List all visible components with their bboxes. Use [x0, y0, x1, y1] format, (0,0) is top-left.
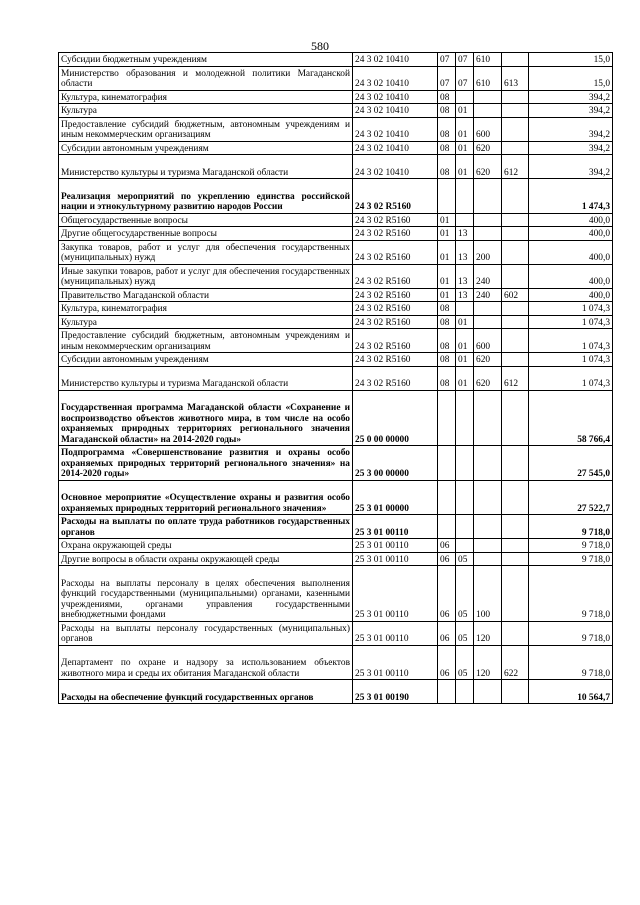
row-department — [502, 141, 529, 155]
row-amount: 394,2 — [529, 104, 613, 118]
row-name: Департамент по охране и надзору за использованием объектов животного мира и среды их обитания Магаданской области — [59, 645, 353, 680]
row-expense-type: 600 — [474, 329, 502, 353]
row-code: 24 3 02 R5160 — [353, 302, 438, 316]
row-amount: 400,0 — [529, 227, 613, 241]
row-expense-type: 100 — [474, 566, 502, 622]
row-section: 06 — [438, 645, 456, 680]
row-subsection — [456, 515, 474, 539]
row-name: Иные закупки товаров, работ и услуг для обеспечения государственных (муниципальных) нужд — [59, 264, 353, 288]
row-subsection: 01 — [456, 329, 474, 353]
row-code: 25 3 01 00110 — [353, 515, 438, 539]
row-expense-type: 600 — [474, 117, 502, 141]
row-expense-type: 200 — [474, 240, 502, 264]
row-subsection: 13 — [456, 264, 474, 288]
row-section: 08 — [438, 366, 456, 390]
row-department — [502, 104, 529, 118]
row-subsection — [456, 446, 474, 481]
row-code: 24 3 02 R5160 — [353, 213, 438, 227]
table-row — [59, 329, 613, 353]
row-department — [502, 515, 529, 539]
table-row — [59, 155, 613, 179]
row-expense-type: 120 — [474, 621, 502, 645]
row-expense-type — [474, 315, 502, 329]
row-name: Предоставление субсидий бюджетным, автономным учреждениям и иным некоммерческим организациям — [59, 329, 353, 353]
row-name: Расходы на обеспечение функций государственных органов — [59, 680, 353, 704]
row-subsection: 05 — [456, 621, 474, 645]
row-subsection — [456, 480, 474, 515]
row-expense-type — [474, 515, 502, 539]
row-code: 24 3 02 R5160 — [353, 366, 438, 390]
row-amount: 400,0 — [529, 240, 613, 264]
row-amount: 1 074,3 — [529, 329, 613, 353]
row-expense-type — [474, 179, 502, 214]
row-department — [502, 53, 529, 67]
row-section: 08 — [438, 329, 456, 353]
row-name: Расходы на выплаты персоналу в целях обеспечения выполнения функций государственными (муниципальными) органами, казенными учреждениями, органами управления государственными внебюджетными фондами — [59, 566, 353, 622]
row-code: 24 3 02 R5160 — [353, 240, 438, 264]
row-section: 06 — [438, 539, 456, 553]
table-row — [59, 104, 613, 118]
row-section: 08 — [438, 90, 456, 104]
row-code: 24 3 02 10410 — [353, 141, 438, 155]
row-subsection — [456, 179, 474, 214]
row-department — [502, 329, 529, 353]
row-expense-type — [474, 680, 502, 704]
row-subsection: 01 — [456, 353, 474, 367]
row-code: 25 3 01 00110 — [353, 552, 438, 566]
table-row — [59, 645, 613, 680]
row-subsection: 01 — [456, 315, 474, 329]
table-row — [59, 117, 613, 141]
row-section: 07 — [438, 53, 456, 67]
row-expense-type: 620 — [474, 155, 502, 179]
row-name: Закупка товаров, работ и услуг для обеспечения государственных (муниципальных) нужд — [59, 240, 353, 264]
row-section: 06 — [438, 552, 456, 566]
row-expense-type — [474, 302, 502, 316]
row-amount: 9 718,0 — [529, 645, 613, 680]
row-amount: 15,0 — [529, 66, 613, 90]
table-row — [59, 446, 613, 481]
row-department — [502, 621, 529, 645]
row-expense-type: 610 — [474, 66, 502, 90]
row-section: 01 — [438, 240, 456, 264]
table-row — [59, 621, 613, 645]
row-code: 24 3 02 10410 — [353, 90, 438, 104]
row-subsection — [456, 302, 474, 316]
row-department: 612 — [502, 155, 529, 179]
row-amount: 1 074,3 — [529, 353, 613, 367]
row-expense-type — [474, 227, 502, 241]
row-subsection — [456, 90, 474, 104]
row-department — [502, 90, 529, 104]
row-subsection: 05 — [456, 566, 474, 622]
row-name: Министерство культуры и туризма Магаданской области — [59, 366, 353, 390]
row-subsection — [456, 539, 474, 553]
row-code: 25 0 00 00000 — [353, 390, 438, 446]
row-amount: 9 718,0 — [529, 539, 613, 553]
table-row — [59, 53, 613, 67]
row-section: 01 — [438, 213, 456, 227]
table-row — [59, 90, 613, 104]
row-amount: 58 766,4 — [529, 390, 613, 446]
row-subsection: 01 — [456, 141, 474, 155]
row-code: 25 3 01 00000 — [353, 480, 438, 515]
row-name: Общегосударственные вопросы — [59, 213, 353, 227]
row-amount: 9 718,0 — [529, 621, 613, 645]
row-code: 24 3 02 10410 — [353, 53, 438, 67]
row-section: 08 — [438, 353, 456, 367]
row-department — [502, 552, 529, 566]
row-subsection: 07 — [456, 53, 474, 67]
row-department — [502, 539, 529, 553]
row-name: Культура — [59, 104, 353, 118]
row-department — [502, 390, 529, 446]
row-department: 622 — [502, 645, 529, 680]
row-amount: 1 074,3 — [529, 366, 613, 390]
row-subsection — [456, 680, 474, 704]
row-department: 602 — [502, 288, 529, 302]
row-expense-type: 240 — [474, 288, 502, 302]
row-expense-type — [474, 390, 502, 446]
row-subsection — [456, 213, 474, 227]
table-row — [59, 179, 613, 214]
row-department — [502, 315, 529, 329]
row-subsection: 07 — [456, 66, 474, 90]
row-name: Реализация мероприятий по укреплению единства российской нации и этнокультурному развитию народов России — [59, 179, 353, 214]
row-expense-type — [474, 104, 502, 118]
row-amount: 394,2 — [529, 155, 613, 179]
budget-table — [58, 52, 613, 704]
row-expense-type: 240 — [474, 264, 502, 288]
row-name: Субсидии автономным учреждениям — [59, 353, 353, 367]
table-row — [59, 213, 613, 227]
row-amount: 10 564,7 — [529, 680, 613, 704]
row-code: 24 3 02 R5160 — [353, 264, 438, 288]
row-code: 24 3 02 R5160 — [353, 315, 438, 329]
row-code: 24 3 02 R5160 — [353, 227, 438, 241]
row-name: Министерство образования и молодежной политики Магаданской области — [59, 66, 353, 90]
table-row — [59, 302, 613, 316]
row-code: 24 3 02 R5160 — [353, 179, 438, 214]
row-name: Другие вопросы в области охраны окружающей среды — [59, 552, 353, 566]
row-section — [438, 390, 456, 446]
row-amount: 1 474,3 — [529, 179, 613, 214]
table-row — [59, 366, 613, 390]
row-amount: 400,0 — [529, 213, 613, 227]
row-code: 25 3 01 00110 — [353, 621, 438, 645]
row-section: 08 — [438, 141, 456, 155]
row-name: Министерство культуры и туризма Магаданской области — [59, 155, 353, 179]
row-department — [502, 240, 529, 264]
row-amount: 27 545,0 — [529, 446, 613, 481]
row-section: 06 — [438, 566, 456, 622]
row-name: Расходы на выплаты по оплате труда работников государственных органов — [59, 515, 353, 539]
row-department — [502, 353, 529, 367]
row-amount: 400,0 — [529, 264, 613, 288]
row-expense-type: 610 — [474, 53, 502, 67]
row-department: 613 — [502, 66, 529, 90]
row-expense-type — [474, 480, 502, 515]
table-row — [59, 680, 613, 704]
row-department — [502, 566, 529, 622]
row-section — [438, 680, 456, 704]
table-row — [59, 390, 613, 446]
table-row — [59, 566, 613, 622]
table-row — [59, 227, 613, 241]
row-name: Охрана окружающей среды — [59, 539, 353, 553]
row-expense-type: 620 — [474, 366, 502, 390]
table-row — [59, 539, 613, 553]
row-code: 24 3 02 R5160 — [353, 353, 438, 367]
row-code: 24 3 02 R5160 — [353, 288, 438, 302]
row-code: 24 3 02 10410 — [353, 117, 438, 141]
row-amount: 394,2 — [529, 141, 613, 155]
row-section: 01 — [438, 264, 456, 288]
row-section: 01 — [438, 288, 456, 302]
page-number: 580 — [311, 39, 329, 53]
row-name: Субсидии автономным учреждениям — [59, 141, 353, 155]
row-section: 08 — [438, 302, 456, 316]
row-expense-type — [474, 213, 502, 227]
row-expense-type — [474, 446, 502, 481]
row-department — [502, 264, 529, 288]
row-expense-type: 620 — [474, 353, 502, 367]
row-name: Основное мероприятие «Осуществление охраны и развития особо охраняемых природных территорий регионального значения» — [59, 480, 353, 515]
row-subsection — [456, 390, 474, 446]
row-amount: 9 718,0 — [529, 515, 613, 539]
row-name: Государственная программа Магаданской области «Сохранение и воспроизводство объектов животного мира, в том числе на особо охраняемых природных территориях регионального значения Магаданской области» на 2014-2020 годы» — [59, 390, 353, 446]
row-subsection: 01 — [456, 117, 474, 141]
row-code: 24 3 02 10410 — [353, 155, 438, 179]
row-name: Другие общегосударственные вопросы — [59, 227, 353, 241]
row-subsection: 01 — [456, 104, 474, 118]
table-row — [59, 264, 613, 288]
row-section — [438, 179, 456, 214]
row-subsection: 05 — [456, 645, 474, 680]
row-section: 07 — [438, 66, 456, 90]
row-expense-type — [474, 552, 502, 566]
row-amount: 1 074,3 — [529, 302, 613, 316]
row-section: 06 — [438, 621, 456, 645]
table-row — [59, 141, 613, 155]
table-row — [59, 515, 613, 539]
row-section — [438, 515, 456, 539]
row-amount: 15,0 — [529, 53, 613, 67]
row-code: 25 3 01 00190 — [353, 680, 438, 704]
row-department — [502, 117, 529, 141]
row-department — [502, 480, 529, 515]
row-name: Субсидии бюджетным учреждениям — [59, 53, 353, 67]
table-row — [59, 66, 613, 90]
row-name: Культура, кинематография — [59, 302, 353, 316]
row-department: 612 — [502, 366, 529, 390]
row-department — [502, 302, 529, 316]
row-department — [502, 446, 529, 481]
row-expense-type: 620 — [474, 141, 502, 155]
row-amount: 394,2 — [529, 90, 613, 104]
table-row — [59, 315, 613, 329]
row-code: 25 3 01 00110 — [353, 645, 438, 680]
row-department — [502, 213, 529, 227]
row-name: Правительство Магаданской области — [59, 288, 353, 302]
table-row — [59, 353, 613, 367]
row-section: 08 — [438, 315, 456, 329]
row-amount: 394,2 — [529, 117, 613, 141]
row-code: 24 3 02 10410 — [353, 66, 438, 90]
row-section: 01 — [438, 227, 456, 241]
row-code: 25 3 01 00110 — [353, 566, 438, 622]
row-amount: 400,0 — [529, 288, 613, 302]
row-amount: 1 074,3 — [529, 315, 613, 329]
table-row — [59, 552, 613, 566]
row-expense-type: 120 — [474, 645, 502, 680]
row-name: Культура — [59, 315, 353, 329]
row-department — [502, 680, 529, 704]
row-name: Культура, кинематография — [59, 90, 353, 104]
table-row — [59, 480, 613, 515]
row-department — [502, 179, 529, 214]
row-amount: 27 522,7 — [529, 480, 613, 515]
table-row — [59, 288, 613, 302]
row-section: 08 — [438, 104, 456, 118]
row-name: Подпрограмма «Совершенствование развития и охраны особо охраняемых природных территорий регионального значения» на 2014-2020 годы» — [59, 446, 353, 481]
table-row — [59, 240, 613, 264]
row-expense-type — [474, 539, 502, 553]
row-section — [438, 480, 456, 515]
row-subsection: 13 — [456, 288, 474, 302]
row-subsection: 01 — [456, 155, 474, 179]
row-name: Расходы на выплаты персоналу государственных (муниципальных) органов — [59, 621, 353, 645]
row-subsection: 13 — [456, 240, 474, 264]
row-amount: 9 718,0 — [529, 566, 613, 622]
row-code: 25 3 01 00110 — [353, 539, 438, 553]
row-code: 24 3 02 10410 — [353, 104, 438, 118]
row-code: 24 3 02 R5160 — [353, 329, 438, 353]
row-section: 08 — [438, 117, 456, 141]
row-subsection: 01 — [456, 366, 474, 390]
row-name: Предоставление субсидий бюджетным, автономным учреждениям и иным некоммерческим организациям — [59, 117, 353, 141]
row-code: 25 3 00 00000 — [353, 446, 438, 481]
row-section: 08 — [438, 155, 456, 179]
row-section — [438, 446, 456, 481]
row-subsection: 13 — [456, 227, 474, 241]
row-department — [502, 227, 529, 241]
row-expense-type — [474, 90, 502, 104]
row-subsection: 05 — [456, 552, 474, 566]
row-amount: 9 718,0 — [529, 552, 613, 566]
